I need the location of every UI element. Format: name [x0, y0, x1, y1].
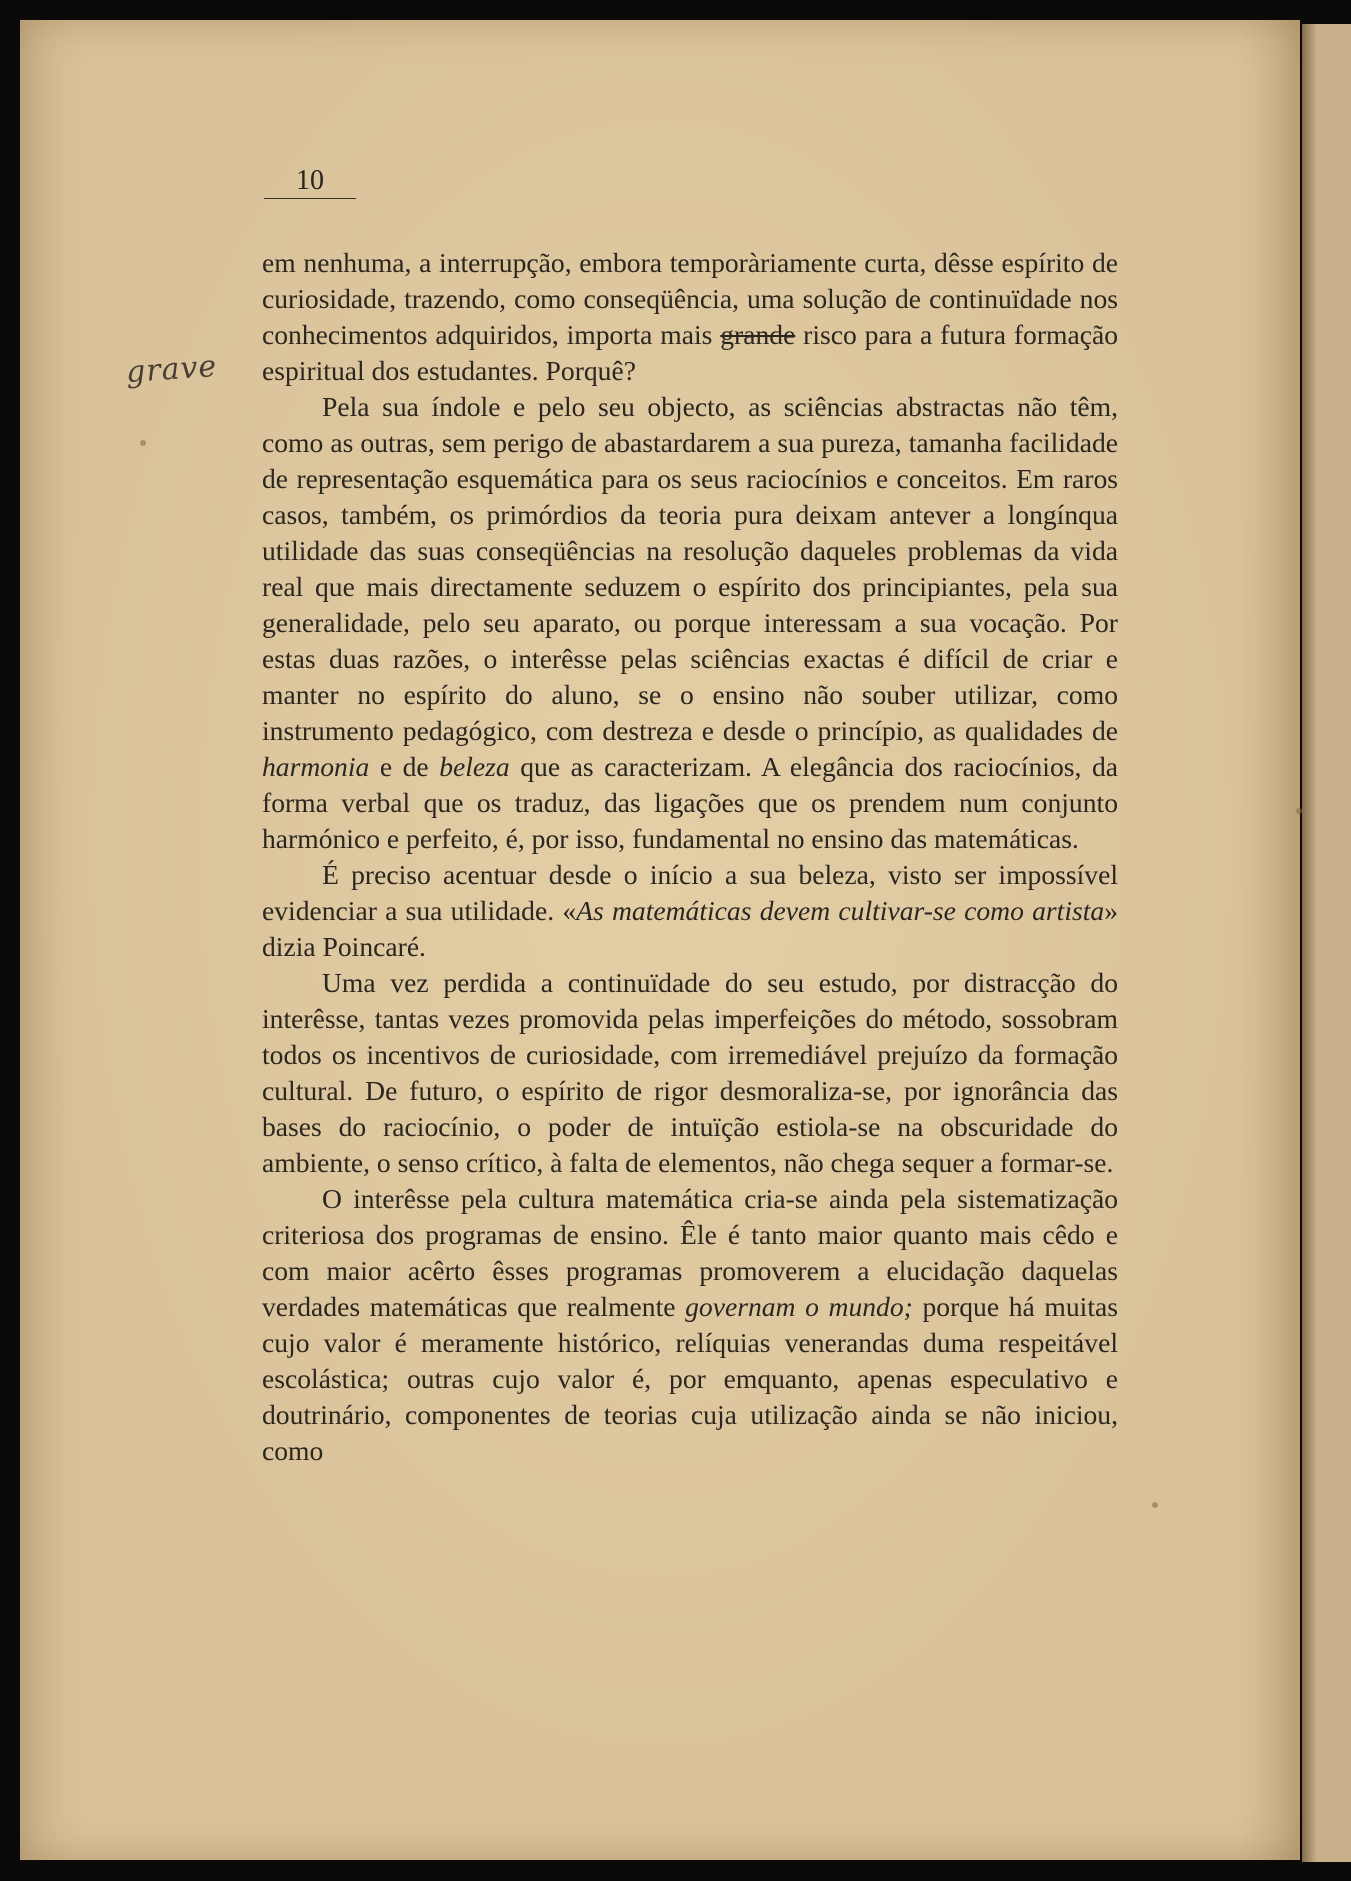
paragraph [262, 245, 1118, 389]
stain-mark [1296, 808, 1302, 814]
text-run: risco para a futura formação espiritual dos estudantes. Porquê? [262, 319, 1119, 386]
page-number: 10 [264, 166, 356, 199]
text-run: em nenhuma, a interrupção, embora temporàriamente curta, dêsse espírito de curiosidade, trazendo, como conseqüência, uma solução de continuïdade nos conhecimentos adquiridos, importa mais [262, 247, 1118, 350]
text-run: É preciso acentuar desde o início a sua beleza, visto ser impossível evidenciar a sua utilidade. « [262, 859, 1118, 926]
italic-text: harmonia [262, 751, 370, 782]
paragraph [262, 857, 1118, 965]
paragraph [262, 965, 1118, 1181]
text-run: Pela sua índole e pelo seu objecto, as sciências abstractas não têm, como as outras, sem perigo de abastardarem a sua pureza, tamanha facilidade de representação esquemática para os seus raciocínios e conceitos. Em raros casos, também, os primórdios da teoria pura deixam antever a longínqua utilidade das suas conseqüências na resolução daqueles problemas da vida real que mais directamente seduzem o espírito dos principiantes, pela sua generalidade, pelo seu aparato, ou porque interessam a sua vocação. Por estas duas razões, o interêsse pelas sciências exactas é difícil de criar e manter no espírito do aluno, se o ensino não souber utilizar, como instrumento pedagógico, com destreza e desde o princípio, as qualidades de [262, 391, 1118, 746]
text-run: O interêsse pela cultura matemática cria-se ainda pela sistematização criteriosa dos programas de ensino. Êle é tanto maior quanto mais cêdo e com maior acêrto êsses programas promoverem a elucidação daquelas verdades matemáticas que realmente [262, 1183, 1118, 1322]
text-run: porque há muitas cujo valor é meramente histórico, relíquias venerandas duma respeitável escolástica; outras cujo valor é, por emquanto, apenas especulativo e doutrinário, componentes de teorias cuja utilização ainda se não iniciou, como [262, 1291, 1118, 1466]
text-run: e de [369, 751, 440, 782]
paragraph [262, 1181, 1118, 1469]
stain-mark [1152, 1502, 1158, 1508]
italic-text: beleza [439, 751, 510, 782]
paragraph [262, 389, 1118, 857]
stain-mark [140, 440, 146, 446]
text-run: que as caracterizam. A elegância dos raciocínios, da forma verbal que os traduz, das ligações que os prendem num conjunto harmónico e perfeito, é, por isso, fundamental no ensino das matemáticas. [262, 751, 1118, 854]
body-text [262, 245, 1118, 1469]
next-page-edge [1302, 24, 1351, 1862]
text-run: Uma vez perdida a continuïdade do seu estudo, por distracção do interêsse, tantas vezes promovida pelas imperfeições do método, sossobram todos os incentivos de curiosidade, com irremediável prejuízo da formação cultural. De futuro, o espírito de rigor desmoraliza-se, por ignorância das bases do raciocínio, o poder de intuïção estiola-se na obscuridade do ambiente, o senso crítico, à falta de elementos, não chega sequer a formar-se. [262, 967, 1118, 1178]
italic-text: As matemáticas devem cultivar-se como artista [576, 895, 1105, 926]
italic-text: governam o mundo; [685, 1291, 913, 1322]
handwritten-margin-note: grave [124, 348, 219, 391]
struck-text: grande [720, 319, 796, 350]
text-run: » dizia Poincaré. [262, 895, 1118, 962]
